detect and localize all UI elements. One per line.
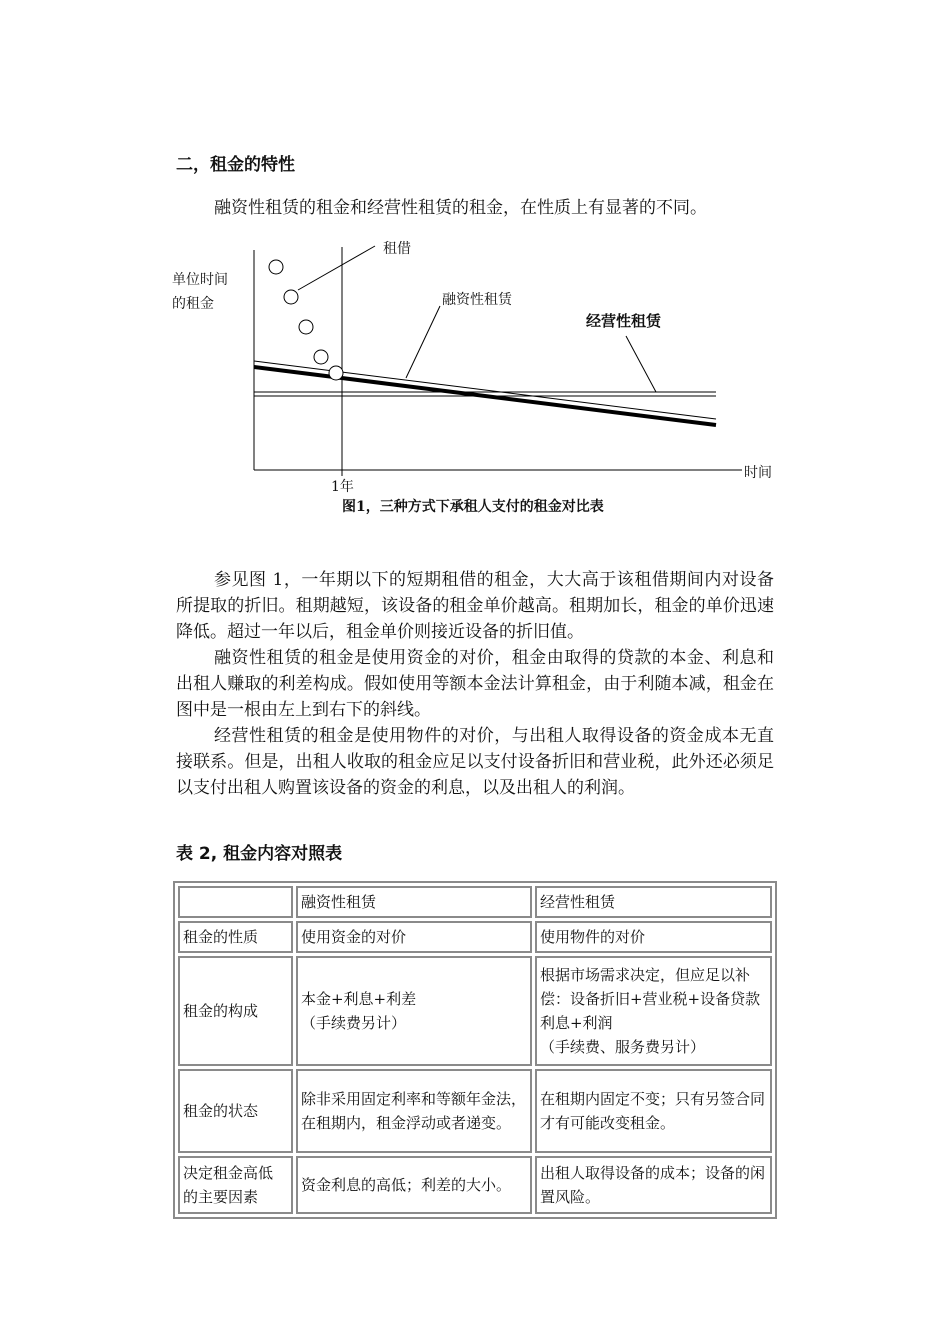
figure-caption: 图1，三种方式下承租人支付的租金对比表: [342, 499, 604, 515]
row-label: 租金的构成: [178, 956, 293, 1066]
paragraph-3: 经营性租赁的租金是使用物件的对价，与出租人取得设备的资金成本无直接联系。但是，出租人收取的租金应足以支付设备折旧和营业税，此外还必须足以支付出租人购置该设备的资金的利息，以及出租人的利润。: [176, 726, 774, 798]
rent-point: [314, 350, 328, 364]
operating-cell: 出租人取得设备的成本；设备的闲置风险。: [535, 1156, 772, 1214]
table-header-row: [178, 886, 772, 918]
leader-finance: [406, 306, 440, 378]
table-row: [178, 921, 772, 953]
short-rent-label: 租借: [383, 241, 411, 257]
operating-cell: 使用物件的对价: [535, 921, 772, 953]
finance-cell: 本金+利息+利差 （手续费另计）: [296, 956, 532, 1066]
rent-point: [329, 366, 343, 380]
y-axis-label-line2: 的租金: [172, 296, 214, 312]
rent-comparison-diagram: [170, 232, 790, 522]
table-header-cell: [178, 886, 293, 918]
finance-cell: 除非采用固定利率和等额年金法，在租期内，租金浮动或者递变。: [296, 1069, 532, 1153]
rent-point: [299, 320, 313, 334]
table-title: 表 2, 租金内容对照表: [176, 844, 343, 864]
y-axis-label-line1: 单位时间: [172, 272, 228, 288]
table-row: [178, 1069, 772, 1153]
paragraph-2: 融资性租赁的租金是使用资金的对价，租金由取得的贷款的本金、利息和出租人赚取的利差构成。假如使用等额本金法计算租金，由于利随本减，租金在图中是一根由左上到右下的斜线。: [176, 648, 774, 720]
intro-paragraph: 融资性租赁的租金和经营性租赁的租金，在性质上有显著的不同。: [214, 198, 707, 218]
x-tick-one-year: 1年: [331, 479, 354, 495]
finance-lease-label: 融资性租赁: [442, 292, 512, 308]
table-row: [178, 1156, 772, 1214]
row-label: 决定租金高低的主要因素: [178, 1156, 293, 1214]
finance-cell: 资金利息的高低；利差的大小。: [296, 1156, 532, 1214]
rent-point: [269, 260, 283, 274]
row-label: 租金的性质: [178, 921, 293, 953]
leader-short-rent: [298, 246, 375, 290]
finance-cell: 使用资金的对价: [296, 921, 532, 953]
table-header-cell: 经营性租赁: [535, 886, 772, 918]
rent-comparison-figure: [170, 232, 790, 522]
paragraph-1: 参见图 1，一年期以下的短期租借的租金，大大高于该租借期间内对设备所提取的折旧。租期越短，该设备的租金单价越高。租期加长，租金的单价迅速降低。超过一年以后，租金单价则接近设备的折旧值。: [176, 570, 774, 642]
operating-lease-label: 经营性租赁: [586, 312, 662, 330]
row-label: 租金的状态: [178, 1069, 293, 1153]
leader-operating: [626, 336, 656, 392]
operating-cell: 在租期内固定不变；只有另签合同才有可能改变租金。: [535, 1069, 772, 1153]
rent-point: [284, 290, 298, 304]
rent-comparison-table: [173, 881, 777, 1219]
table-row: [178, 956, 772, 1066]
x-axis-label: 时间: [744, 465, 772, 481]
finance-lease-thin-line: [254, 361, 716, 419]
section-heading: 二，租金的特性: [176, 155, 295, 175]
operating-cell: 根据市场需求决定，但应足以补偿：设备折旧+营业税+设备贷款利息+利润 （手续费、服务费另计）: [535, 956, 772, 1066]
table-header-cell: 融资性租赁: [296, 886, 532, 918]
